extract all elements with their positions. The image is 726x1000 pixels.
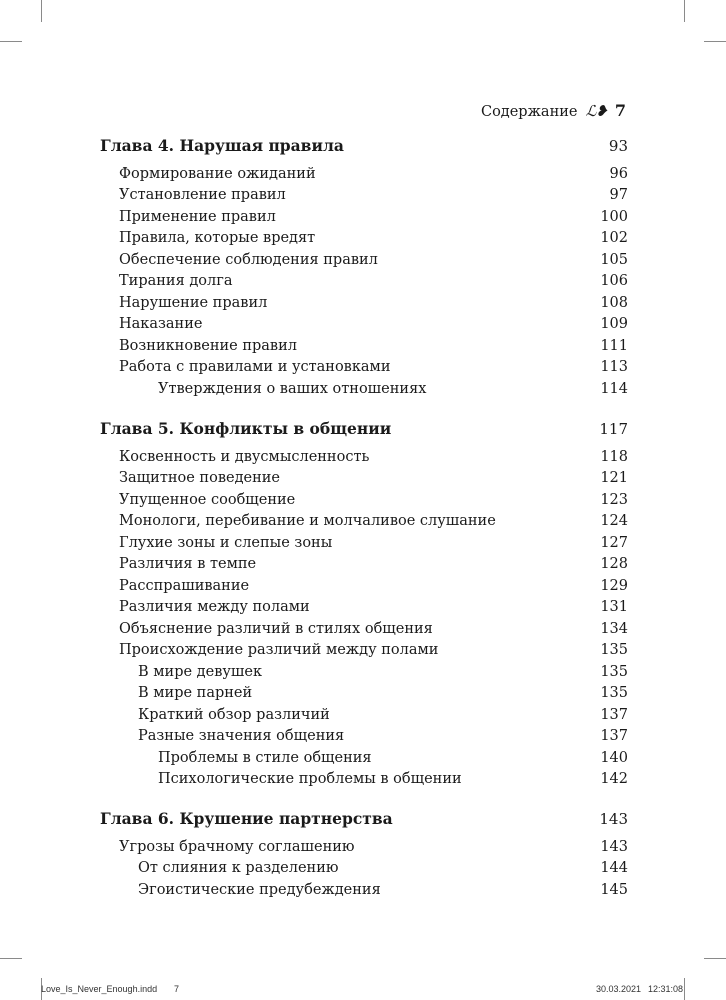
entry-page-number: 140 bbox=[600, 750, 628, 766]
slug-time: 12:31:08 bbox=[648, 984, 684, 994]
entry-title: Установление правил bbox=[119, 187, 286, 203]
entry-page-number: 93 bbox=[608, 137, 628, 155]
entry-page-number: 111 bbox=[600, 338, 628, 354]
entry-title: В мире девушек bbox=[138, 664, 263, 680]
entry-title: Различия между полами bbox=[119, 599, 310, 615]
entry-title: Утверждения о ваших отношениях bbox=[158, 381, 427, 397]
toc-entry bbox=[100, 510, 628, 532]
toc-entry bbox=[100, 206, 628, 228]
entry-title: Расспрашивание bbox=[119, 578, 250, 594]
entry-page-number: 137 bbox=[600, 728, 628, 744]
entry-title: Работа с правилами и установками bbox=[119, 359, 391, 375]
toc-chapter-entry bbox=[100, 418, 628, 440]
entry-page-number: 96 bbox=[609, 166, 628, 182]
toc-entry bbox=[100, 227, 628, 249]
entry-page-number: 113 bbox=[600, 359, 628, 375]
entry-page-number: 123 bbox=[600, 492, 628, 508]
toc-entry bbox=[100, 747, 628, 769]
entry-page-number: 142 bbox=[600, 771, 628, 787]
ornament-icon: ℒ❥ bbox=[585, 102, 607, 120]
toc-entry bbox=[100, 446, 628, 468]
toc-entry bbox=[100, 618, 628, 640]
toc-entry bbox=[100, 575, 628, 597]
page-number: 7 bbox=[614, 101, 626, 120]
entry-title: Психологические проблемы в общении bbox=[158, 771, 462, 787]
toc-entry bbox=[100, 489, 628, 511]
toc-chapter-entry bbox=[100, 808, 628, 830]
toc-entry bbox=[100, 879, 628, 901]
entry-title: Применение правил bbox=[119, 209, 276, 225]
entry-title: Нарушение правил bbox=[119, 295, 268, 311]
entry-page-number: 134 bbox=[600, 621, 628, 637]
crop-mark-top-left bbox=[41, 0, 42, 22]
toc-entry bbox=[100, 682, 628, 704]
entry-title: Различия в темпе bbox=[119, 556, 257, 572]
toc-entry bbox=[100, 356, 628, 378]
entry-page-number: 135 bbox=[600, 642, 628, 658]
entry-title: Правила, которые вредят bbox=[119, 230, 316, 246]
entry-title: Происхождение различий между полами bbox=[119, 642, 439, 658]
crop-mark-left-bottom bbox=[0, 958, 22, 959]
entry-page-number: 128 bbox=[600, 556, 628, 572]
crop-mark-right-top bbox=[704, 41, 726, 42]
entry-page-number: 97 bbox=[609, 187, 628, 203]
crop-mark-left-top bbox=[0, 41, 22, 42]
entry-title: Наказание bbox=[119, 316, 203, 332]
entry-title: Возникновение правил bbox=[119, 338, 297, 354]
entry-title: Косвенность и двусмысленность bbox=[119, 449, 370, 465]
entry-title: Формирование ожиданий bbox=[119, 166, 316, 182]
entry-page-number: 114 bbox=[600, 381, 628, 397]
toc-chapter-entry bbox=[100, 135, 628, 157]
toc-entry bbox=[100, 335, 628, 357]
entry-page-number: 143 bbox=[599, 810, 628, 828]
entry-page-number: 105 bbox=[600, 252, 628, 268]
entry-page-number: 106 bbox=[600, 273, 628, 289]
entry-page-number: 109 bbox=[600, 316, 628, 332]
toc-entry bbox=[100, 313, 628, 335]
entry-title: Объяснение различий в стилях общения bbox=[119, 621, 433, 637]
toc-entry bbox=[100, 249, 628, 271]
toc-entry bbox=[100, 725, 628, 747]
toc-entry bbox=[100, 378, 628, 400]
entry-page-number: 135 bbox=[600, 685, 628, 701]
running-head-section: Содержание bbox=[480, 104, 578, 120]
entry-title: В мире парней bbox=[138, 685, 253, 701]
entry-title: Эгоистические предубеждения bbox=[138, 882, 381, 898]
slug-file: Love_Is_Never_Enough.indd bbox=[41, 984, 158, 994]
toc-entry bbox=[100, 532, 628, 554]
entry-page-number: 121 bbox=[600, 470, 628, 486]
toc-entry bbox=[100, 661, 628, 683]
entry-page-number: 124 bbox=[600, 513, 628, 529]
entry-title: Защитное поведение bbox=[119, 470, 280, 486]
crop-mark-right-bottom bbox=[704, 958, 726, 959]
toc-entry bbox=[100, 768, 628, 790]
toc-entry bbox=[100, 596, 628, 618]
entry-title: Обеспечение соблюдения правил bbox=[119, 252, 378, 268]
entry-page-number: 144 bbox=[600, 860, 628, 876]
toc-entry bbox=[100, 836, 628, 858]
entry-title: Разные значения общения bbox=[138, 728, 345, 744]
entry-title: Угрозы брачному соглашению bbox=[119, 839, 355, 855]
toc-entry bbox=[100, 270, 628, 292]
entry-title: Глухие зоны и слепые зоны bbox=[119, 535, 333, 551]
toc-entry bbox=[100, 639, 628, 661]
toc-entry bbox=[100, 857, 628, 879]
entry-page-number: 127 bbox=[600, 535, 628, 551]
entry-page-number: 118 bbox=[600, 449, 628, 465]
entry-page-number: 137 bbox=[600, 707, 628, 723]
entry-title: Краткий обзор различий bbox=[138, 707, 330, 723]
slug-date: 30.03.2021 bbox=[596, 984, 642, 994]
entry-page-number: 129 bbox=[600, 578, 628, 594]
crop-mark-top-right bbox=[684, 0, 685, 22]
entry-page-number: 131 bbox=[600, 599, 628, 615]
toc-entry bbox=[100, 184, 628, 206]
entry-page-number: 117 bbox=[599, 420, 628, 438]
chapter-title: Глава 5. Конфликты в общении bbox=[100, 419, 392, 438]
slug-page: 7 bbox=[174, 984, 180, 994]
toc-entry bbox=[100, 467, 628, 489]
entry-title: От слияния к разделению bbox=[138, 860, 339, 876]
entry-title: Упущенное сообщение bbox=[119, 492, 296, 508]
entry-title: Тирания долга bbox=[119, 273, 233, 289]
toc-entry bbox=[100, 553, 628, 575]
crop-mark-bottom-right bbox=[684, 978, 685, 1000]
entry-page-number: 100 bbox=[600, 209, 628, 225]
entry-title: Монологи, перебивание и молчаливое слушание bbox=[119, 513, 496, 529]
entry-page-number: 108 bbox=[600, 295, 628, 311]
entry-title: Проблемы в стиле общения bbox=[158, 750, 372, 766]
entry-page-number: 102 bbox=[600, 230, 628, 246]
chapter-title: Глава 4. Нарушая правила bbox=[100, 136, 344, 155]
entry-page-number: 145 bbox=[600, 882, 628, 898]
toc-entry bbox=[100, 704, 628, 726]
chapter-title: Глава 6. Крушение партнерства bbox=[100, 809, 393, 828]
entry-page-number: 143 bbox=[600, 839, 628, 855]
running-head bbox=[481, 101, 626, 120]
toc-entry bbox=[100, 163, 628, 185]
entry-page-number: 135 bbox=[600, 664, 628, 680]
toc-entry bbox=[100, 292, 628, 314]
